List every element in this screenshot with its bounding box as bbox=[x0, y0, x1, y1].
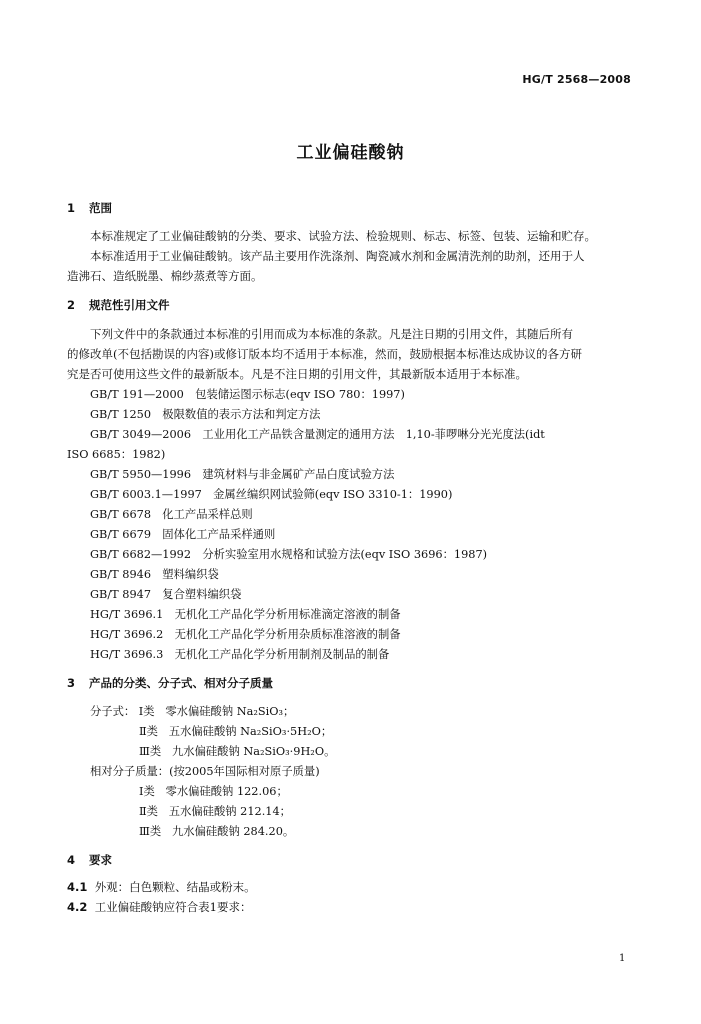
clause-4-1 bbox=[67, 879, 256, 895]
compound-name: 九水偏硅酸钠 bbox=[171, 825, 240, 838]
molecular-mass-label: 相对分子质量：(按2005年国际相对原子质量) bbox=[90, 765, 320, 778]
class-label: Ⅱ类 bbox=[139, 805, 158, 818]
reference-item: GB/T 6003.1—1997 金属丝编织网试验筛(eqv ISO 3310-1：1990) bbox=[90, 488, 453, 501]
paragraph: 下列文件中的条款通过本标准的引用而成为本标准的条款。凡是注日期的引用文件，其随后所有 bbox=[90, 327, 573, 341]
reference-item: HG/T 3696.2 无机化工产品化学分析用杂质标准溶液的制备 bbox=[90, 628, 401, 641]
formula-label: 分子式： bbox=[90, 705, 136, 718]
class-label: Ⅲ类 bbox=[139, 745, 162, 758]
section-number: 1 bbox=[67, 201, 76, 215]
reference-item: HG/T 3696.1 无机化工产品化学分析用标准滴定溶液的制备 bbox=[90, 608, 401, 621]
reference-item: GB/T 3049—2006 工业用化工产品铁含量测定的通用方法 1,10-菲啰啉分光光度法(idt bbox=[90, 428, 545, 441]
section-title: 规范性引用文件 bbox=[89, 298, 170, 312]
compound-name: 零水偏硅酸钠 bbox=[165, 705, 234, 718]
section-4-heading bbox=[67, 852, 112, 868]
compound-name: 九水偏硅酸钠 bbox=[171, 745, 240, 758]
reference-item: GB/T 8946 塑料编织袋 bbox=[90, 568, 219, 581]
mass-value: 284.20。 bbox=[243, 825, 295, 838]
paragraph: 本标准适用于工业偏硅酸钠。该产品主要用作洗涤剂、陶瓷减水剂和金属清洗剂的助剂，还用于人 bbox=[90, 249, 585, 263]
reference-item: GB/T 5950—1996 建筑材料与非金属矿产品白度试验方法 bbox=[90, 468, 395, 481]
reference-item: GB/T 1250 极限数值的表示方法和判定方法 bbox=[90, 408, 321, 421]
clause-number: 4.2 bbox=[67, 900, 88, 914]
compound-name: 五水偏硅酸钠 bbox=[168, 805, 237, 818]
compound-name: 五水偏硅酸钠 bbox=[168, 725, 237, 738]
clause-4-2 bbox=[67, 899, 252, 915]
reference-item: HG/T 3696.3 无机化工产品化学分析用制剂及制品的制备 bbox=[90, 648, 390, 661]
molecular-formula: Na₂SiO₃·5H₂O； bbox=[240, 725, 333, 738]
section-title: 要求 bbox=[89, 853, 112, 867]
formula-row bbox=[90, 703, 294, 719]
reference-item: GB/T 8947 复合塑料编织袋 bbox=[90, 588, 242, 601]
class-label: Ⅰ类 bbox=[138, 705, 155, 718]
mass-value: 122.06； bbox=[236, 785, 288, 798]
mass-row bbox=[139, 823, 294, 839]
mass-row bbox=[139, 783, 288, 799]
molecular-formula: Na₂SiO₃·9H₂O。 bbox=[243, 745, 336, 758]
document-title: 工业偏硅酸钠 bbox=[296, 143, 405, 163]
paragraph: 本标准规定了工业偏硅酸钠的分类、要求、试验方法、检验规则、标志、标签、包装、运输和贮存。 bbox=[90, 229, 596, 243]
class-label: Ⅲ类 bbox=[139, 825, 162, 838]
reference-item: ISO 6685：1982) bbox=[67, 448, 166, 461]
formula-row bbox=[139, 723, 332, 739]
reference-item: GB/T 6679 固体化工产品采样通则 bbox=[90, 528, 276, 541]
reference-item: GB/T 191—2000 包装储运图示标志(eqv ISO 780：1997) bbox=[90, 388, 405, 401]
section-number: 2 bbox=[67, 298, 76, 312]
section-1-heading bbox=[67, 200, 112, 216]
molecular-formula: Na₂SiO₃； bbox=[236, 705, 295, 718]
mass-value: 212.14； bbox=[240, 805, 291, 818]
standard-code: HG/T 2568—2008 bbox=[522, 73, 631, 86]
section-number: 4 bbox=[67, 853, 76, 867]
clause-text: 外观：白色颗粒、结晶或粉末。 bbox=[94, 880, 256, 894]
section-2-heading bbox=[67, 297, 170, 313]
paragraph: 究是否可使用这些文件的最新版本。凡是不注日期的引用文件，其最新版本适用于本标准。 bbox=[67, 367, 527, 381]
reference-item: GB/T 6682—1992 分析实验室用水规格和试验方法(eqv ISO 3696：1987) bbox=[90, 548, 488, 561]
reference-item: GB/T 6678 化工产品采样总则 bbox=[90, 508, 253, 521]
class-label: Ⅱ类 bbox=[139, 725, 158, 738]
page-number: 1 bbox=[619, 953, 626, 964]
section-3-heading bbox=[67, 675, 273, 691]
formula-row bbox=[139, 743, 335, 759]
section-title: 产品的分类、分子式、相对分子质量 bbox=[89, 676, 273, 690]
paragraph: 造沸石、造纸脱墨、棉纱蒸煮等方面。 bbox=[67, 269, 263, 283]
paragraph: 的修改单(不包括勘误的内容)或修订版本均不适用于本标准，然而，鼓励根据本标准达成协议的各方研 bbox=[67, 347, 582, 361]
mass-row bbox=[139, 803, 291, 819]
class-label: Ⅰ类 bbox=[139, 785, 155, 798]
section-number: 3 bbox=[67, 676, 76, 690]
compound-name: 零水偏硅酸钠 bbox=[165, 785, 234, 798]
clause-text: 工业偏硅酸钠应符合表1要求： bbox=[94, 900, 252, 914]
clause-number: 4.1 bbox=[67, 880, 88, 894]
section-title: 范围 bbox=[89, 201, 112, 215]
